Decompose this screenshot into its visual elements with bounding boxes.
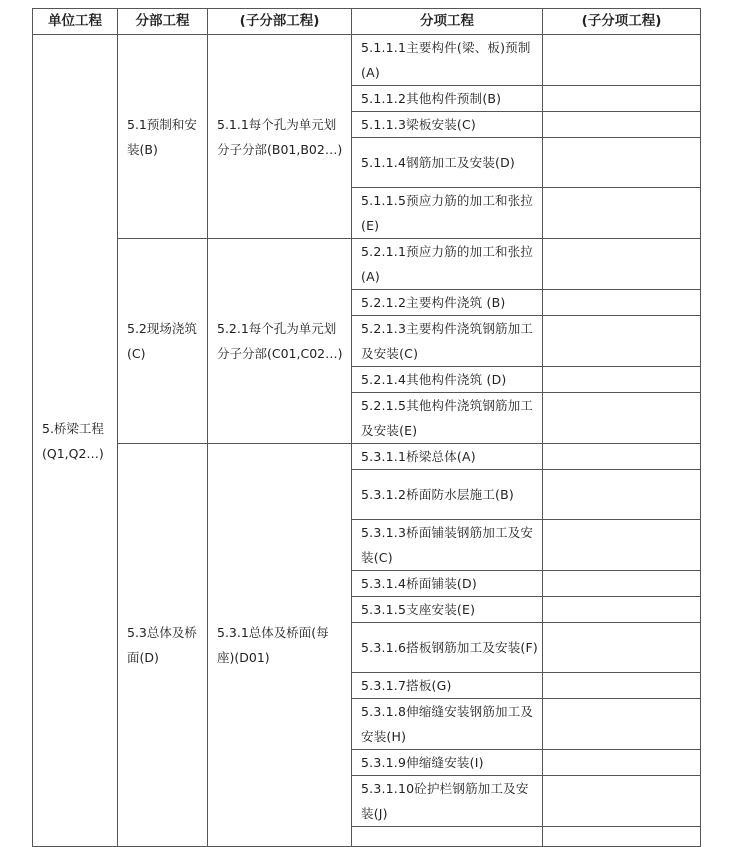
- item-cell: 5.2.1.1预应力筋的加工和张拉(A): [352, 239, 543, 290]
- subitem-cell: [543, 571, 701, 597]
- subitem-cell: [543, 138, 701, 188]
- part-cell: 5.1预制和安装(B): [118, 35, 208, 239]
- item-cell: 5.3.1.6搭板钢筋加工及安装(F): [352, 623, 543, 673]
- unit-cell: 5.桥梁工程(Q1,Q2…): [33, 35, 118, 847]
- item-cell: 5.3.1.4桥面铺装(D): [352, 571, 543, 597]
- project-division-table: [32, 8, 701, 847]
- item-cell: 5.1.1.3梁板安装(C): [352, 112, 543, 138]
- subitem-cell: [543, 520, 701, 571]
- item-cell: 5.3.1.10砼护栏钢筋加工及安装(J): [352, 776, 543, 827]
- item-cell: 5.1.1.2其他构件预制(B): [352, 86, 543, 112]
- table-row: [33, 444, 701, 470]
- subitem-cell: [543, 86, 701, 112]
- subitem-cell: [543, 112, 701, 138]
- header-subitem: (子分项工程): [543, 9, 701, 35]
- item-cell: [352, 827, 543, 847]
- header-item: 分项工程: [352, 9, 543, 35]
- subitem-cell: [543, 699, 701, 750]
- subitem-cell: [543, 239, 701, 290]
- subitem-cell: [543, 367, 701, 393]
- item-cell: 5.2.1.4其他构件浇筑 (D): [352, 367, 543, 393]
- item-cell: 5.2.1.5其他构件浇筑钢筋加工及安装(E): [352, 393, 543, 444]
- subitem-cell: [543, 597, 701, 623]
- subpart-cell: 5.3.1总体及桥面(每座)(D01): [208, 444, 352, 847]
- subitem-cell: [543, 290, 701, 316]
- item-cell: 5.3.1.7搭板(G): [352, 673, 543, 699]
- subitem-cell: [543, 827, 701, 847]
- item-cell: 5.3.1.2桥面防水层施工(B): [352, 470, 543, 520]
- item-cell: 5.1.1.1主要构件(梁、板)预制(A): [352, 35, 543, 86]
- table-row: [33, 35, 701, 86]
- subitem-cell: [543, 673, 701, 699]
- part-cell: 5.2现场浇筑(C): [118, 239, 208, 444]
- item-cell: 5.3.1.9伸缩缝安装(I): [352, 750, 543, 776]
- header-part: 分部工程: [118, 9, 208, 35]
- header-subpart: (子分部工程): [208, 9, 352, 35]
- part-cell: 5.3总体及桥面(D): [118, 444, 208, 847]
- subitem-cell: [543, 393, 701, 444]
- subitem-cell: [543, 316, 701, 367]
- item-cell: 5.2.1.2主要构件浇筑 (B): [352, 290, 543, 316]
- table-row: [33, 239, 701, 290]
- subpart-cell: 5.2.1每个孔为单元划分子分部(C01,C02…): [208, 239, 352, 444]
- item-cell: 5.3.1.3桥面铺装钢筋加工及安装(C): [352, 520, 543, 571]
- subitem-cell: [543, 470, 701, 520]
- subitem-cell: [543, 750, 701, 776]
- item-cell: 5.1.1.5预应力筋的加工和张拉(E): [352, 188, 543, 239]
- subitem-cell: [543, 188, 701, 239]
- item-cell: 5.3.1.5支座安装(E): [352, 597, 543, 623]
- item-cell: 5.1.1.4钢筋加工及安装(D): [352, 138, 543, 188]
- item-cell: 5.3.1.1桥梁总体(A): [352, 444, 543, 470]
- subpart-cell: 5.1.1每个孔为单元划分子分部(B01,B02…): [208, 35, 352, 239]
- item-cell: 5.3.1.8伸缩缝安装钢筋加工及安装(H): [352, 699, 543, 750]
- table-body: [33, 35, 701, 847]
- subitem-cell: [543, 776, 701, 827]
- header-row: [33, 9, 701, 35]
- item-cell: 5.2.1.3主要构件浇筑钢筋加工及安装(C): [352, 316, 543, 367]
- header-unit: 单位工程: [33, 9, 118, 35]
- subitem-cell: [543, 35, 701, 86]
- subitem-cell: [543, 444, 701, 470]
- subitem-cell: [543, 623, 701, 673]
